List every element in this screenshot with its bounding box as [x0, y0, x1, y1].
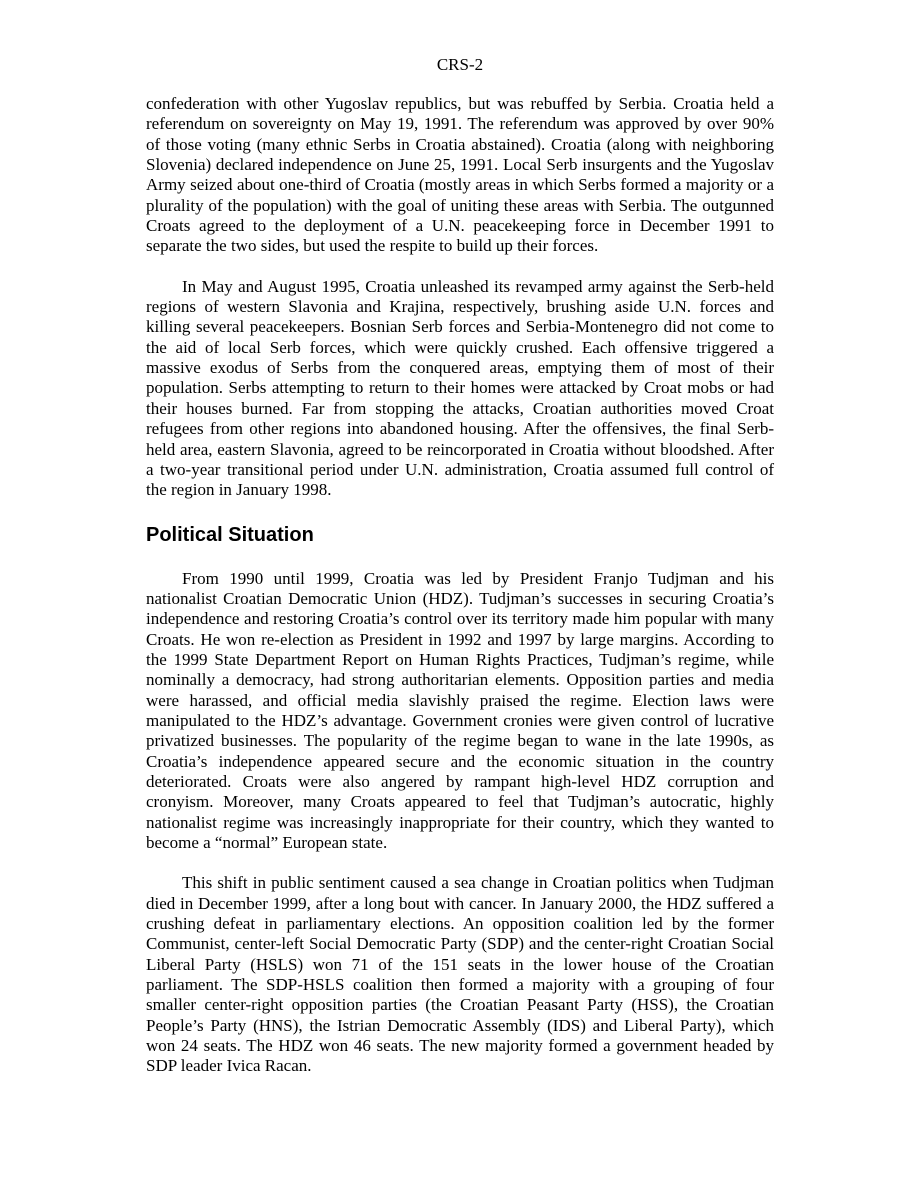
paragraph-spacer [146, 257, 774, 277]
paragraph-tudjman-era: From 1990 until 1999, Croatia was led by President Franjo Tudjman and his nationalist Croatian Democratic Union (HDZ). Tudjman’s successes in securing Croatia’s independence and restoring Croatia’s control over its territory made him popular with many Croats. He won re-election as President in 1992 and 1997 by large margins. According to the 1999 State Department Report on Human Rights Practices, Tudjman’s regime, while nominally a democracy, had strong authoritarian elements. Opposition parties and media were harassed, and official media slavishly praised the regime. Election laws were manipulated to the HDZ’s advantage. Government cronies were given control of lucrative privatized businesses. The popularity of the regime began to wane in the late 1990s, as Croatia’s independence appeared secure and the economic situation in the country deteriorated. Croats were also angered by rampant high-level HDZ corruption and cronyism. Moreover, many Croats appeared to feel that Tudjman’s autocratic, highly nationalist regime was increasingly inappropriate for their country, which they wanted to become a “normal” European state. [146, 568, 774, 852]
section-heading-political-situation: Political Situation [146, 523, 314, 546]
paragraph-2000-elections: This shift in public sentiment caused a sea change in Croatian politics when Tudjman died in December 1999, after a long bout with cancer. In January 2000, the HDZ suffered a crushing defeat in parliamentary elections. An opposition coalition led by the former Communist, center-left Social Democratic Party (SDP) and the center-right Croatian Social Liberal Party (HSLS) won 71 of the 151 seats in the lower house of the Croatian parliament. The SDP-HSLS coalition then formed a majority with a grouping of four smaller center-right opposition parties (the Croatian Peasant Party (HSS), the Croatian People’s Party (HNS), the Istrian Democratic Assembly (IDS) and Liberal Party), which won 24 seats. The HDZ won 46 seats. The new majority formed a government headed by SDP leader Ivica Racan. [146, 873, 774, 1076]
page-number-header: CRS-2 [436, 55, 484, 74]
document-body [146, 94, 774, 1077]
paragraph-1995-offensives: In May and August 1995, Croatia unleashed its revamped army against the Serb-held regions of western Slavonia and Krajina, respectively, brushing aside U.N. forces and killing several peacekeepers. Bosnian Serb forces and Serbia-Montenegro did not come to the aid of local Serb forces, which were quickly crushed. Each offensive triggered a massive exodus of Serbs from the conquered areas, emptying them of most of their population. Serbs attempting to return to their homes were attacked by Croat mobs or had their houses burned. Far from stopping the attacks, Croatian authorities moved Croat refugees from other regions into abandoned housing. After the offensives, the final Serb-held area, eastern Slavonia, agreed to be reincorporated in Croatia without bloodshed. After a two-year transitional period under U.N. administration, Croatia assumed full control of the region in January 1998. [146, 276, 774, 500]
paragraph-confederation: confederation with other Yugoslav republics, but was rebuffed by Serbia. Croatia held a referendum on sovereignty on May 19, 1991. The referendum was approved by over 90% of those voting (many ethnic Serbs in Croatia abstained). Croatia (along with neighboring Slovenia) declared independence on June 25, 1991. Local Serb insurgents and the Yugoslav Army seized about one-third of Croatia (mostly areas in which Serbs formed a majority or a plurality of the population) with the goal of uniting these areas with Serbia. The outgunned Croats agreed to the deployment of a U.N. peacekeeping force in December 1991 to separate the two sides, but used the respite to build up their forces. [146, 94, 774, 256]
paragraph-spacer [146, 853, 774, 873]
